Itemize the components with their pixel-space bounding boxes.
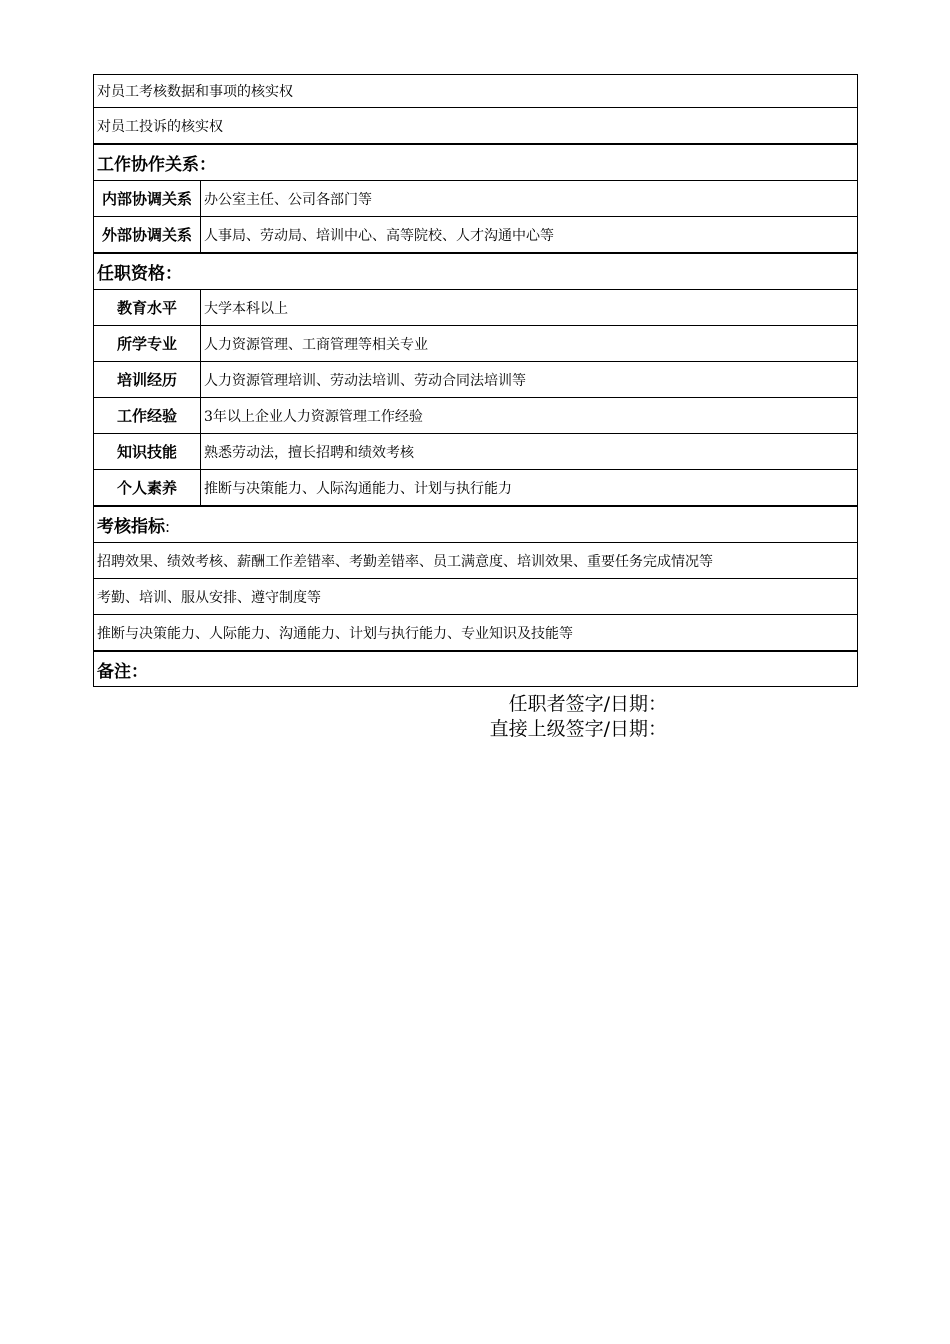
qualification-row <box>94 326 858 362</box>
qualifications-heading-row <box>94 253 858 290</box>
kpi-heading-text: 考核指标 <box>97 517 165 537</box>
major-label: 所学专业 <box>94 326 201 362</box>
kpi-row <box>94 615 858 652</box>
qualification-row <box>94 290 858 326</box>
external-coordination-row <box>94 217 858 254</box>
kpi-heading-row <box>94 506 858 543</box>
training-value: 人力资源管理培训、劳动法培训、劳动合同法培训等 <box>201 362 858 398</box>
internal-coordination-row <box>94 181 858 217</box>
incumbent-signature-label: 任职者签字/日期： <box>508 693 667 715</box>
qualification-row <box>94 434 858 470</box>
skills-label: 知识技能 <box>94 434 201 470</box>
kpi-row <box>94 543 858 579</box>
rights-row <box>94 75 858 108</box>
external-coordination-label: 外部协调关系 <box>94 217 201 254</box>
cooperation-heading-row <box>94 144 858 181</box>
kpi-row <box>94 579 858 615</box>
personal-quality-label: 个人素养 <box>94 470 201 507</box>
qualification-row <box>94 398 858 434</box>
major-value: 人力资源管理、工商管理等相关专业 <box>201 326 858 362</box>
kpi-heading-colon: : <box>165 518 171 536</box>
education-value: 大学本科以上 <box>201 290 858 326</box>
kpi-item: 招聘效果、绩效考核、薪酬工作差错率、考勤差错率、员工满意度、培训效果、重要任务完成情况等 <box>94 543 858 579</box>
rights-row <box>94 108 858 145</box>
qualification-row <box>94 362 858 398</box>
education-label: 教育水平 <box>94 290 201 326</box>
experience-label: 工作经验 <box>94 398 201 434</box>
rights-verify-complaints: 对员工投诉的核实权 <box>94 108 858 145</box>
internal-coordination-label: 内部协调关系 <box>94 181 201 217</box>
skills-value: 熟悉劳动法，擅长招聘和绩效考核 <box>201 434 858 470</box>
rights-verify-assessment: 对员工考核数据和事项的核实权 <box>94 75 858 108</box>
kpi-heading <box>94 506 858 543</box>
cooperation-heading: 工作协作关系： <box>94 144 858 181</box>
qualification-row <box>94 470 858 507</box>
kpi-item: 推断与决策能力、人际能力、沟通能力、计划与执行能力、专业知识及技能等 <box>94 615 858 652</box>
experience-value: 3年以上企业人力资源管理工作经验 <box>201 398 858 434</box>
qualifications-heading: 任职资格： <box>94 253 858 290</box>
remarks-row <box>94 651 858 687</box>
training-label: 培训经历 <box>94 362 201 398</box>
remarks-heading: 备注： <box>94 651 858 687</box>
external-coordination-value: 人事局、劳动局、培训中心、高等院校、人才沟通中心等 <box>201 217 858 254</box>
job-description-table <box>93 74 858 687</box>
kpi-item: 考勤、培训、服从安排、遵守制度等 <box>94 579 858 615</box>
internal-coordination-value: 办公室主任、公司各部门等 <box>201 181 858 217</box>
personal-quality-value: 推断与决策能力、人际沟通能力、计划与执行能力 <box>201 470 858 507</box>
supervisor-signature-label: 直接上级签字/日期： <box>489 718 667 740</box>
